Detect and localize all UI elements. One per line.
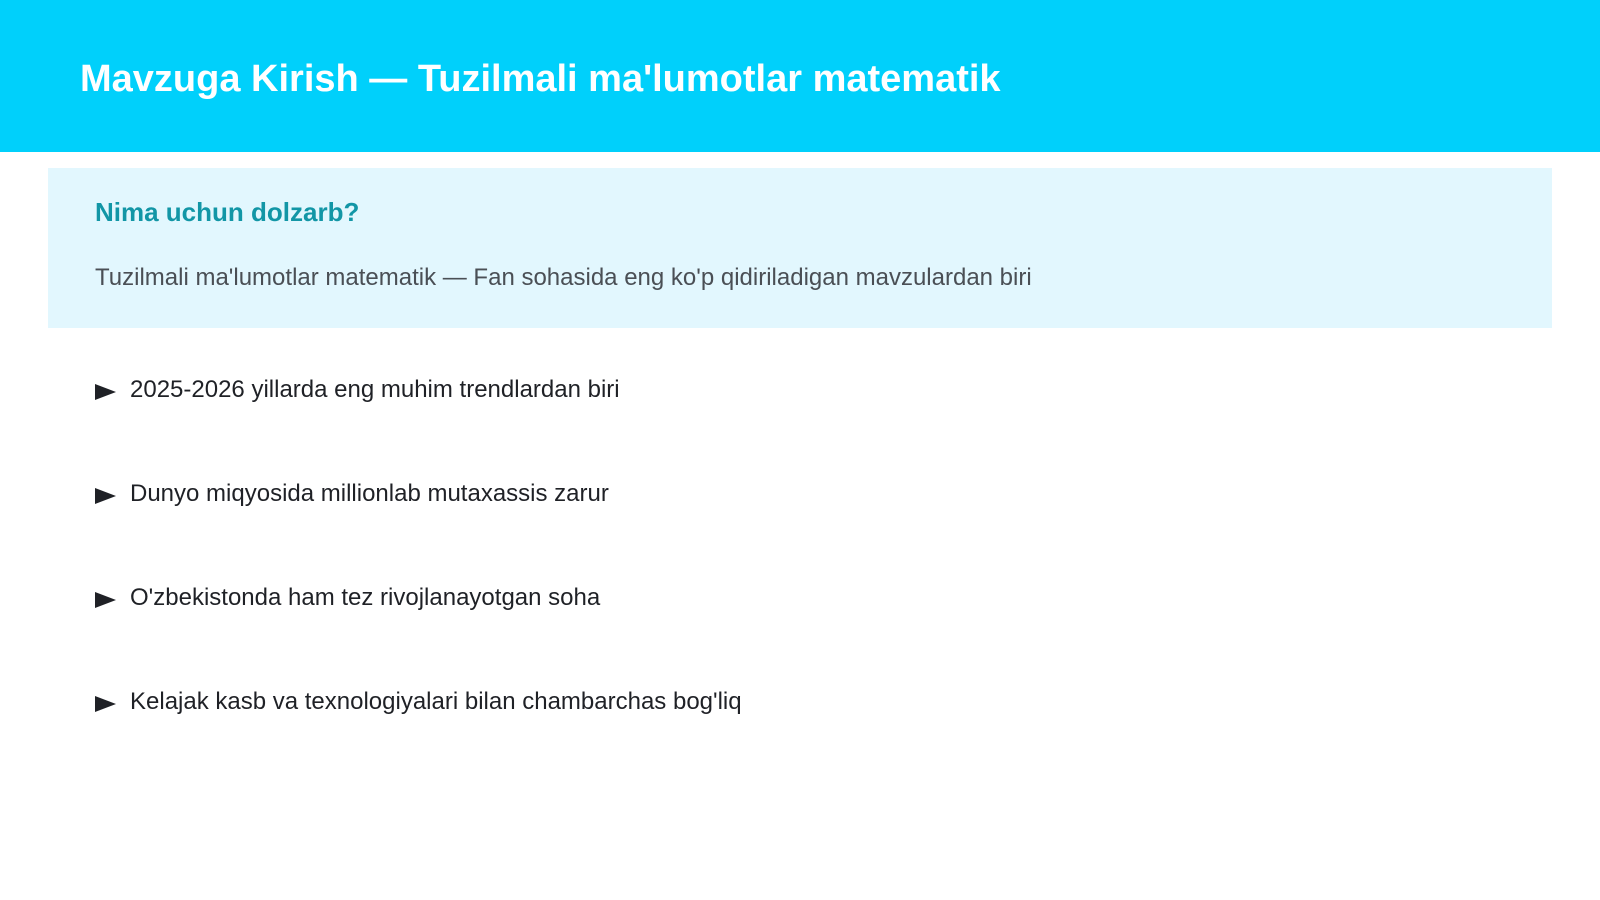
slide-title: Mavzuga Kirish — Tuzilmali ma'lumotlar matematik	[80, 58, 1001, 100]
slide-header	[0, 0, 1600, 152]
triangle-bullet-icon	[95, 488, 116, 504]
triangle-bullet-icon	[95, 384, 116, 400]
bullet-text: Dunyo miqyosida millionlab mutaxassis zarur	[130, 480, 609, 507]
bullet-item	[95, 372, 742, 408]
triangle-bullet-icon	[95, 592, 116, 608]
intro-heading: Nima uchun dolzarb?	[95, 197, 360, 227]
triangle-bullet-icon	[95, 696, 116, 712]
bullet-text: 2025-2026 yillarda eng muhim trendlardan biri	[130, 376, 620, 403]
bullet-list	[95, 372, 742, 788]
intro-callout	[48, 168, 1552, 328]
bullet-item	[95, 580, 742, 616]
bullet-text: Kelajak kasb va texnologiyalari bilan chambarchas bog'liq	[130, 688, 742, 715]
intro-text: Tuzilmali ma'lumotlar matematik — Fan sohasida eng ko'p qidiriladigan mavzulardan biri	[95, 264, 1032, 291]
bullet-item	[95, 684, 742, 720]
bullet-item	[95, 476, 742, 512]
bullet-text: O'zbekistonda ham tez rivojlanayotgan soha	[130, 584, 601, 611]
